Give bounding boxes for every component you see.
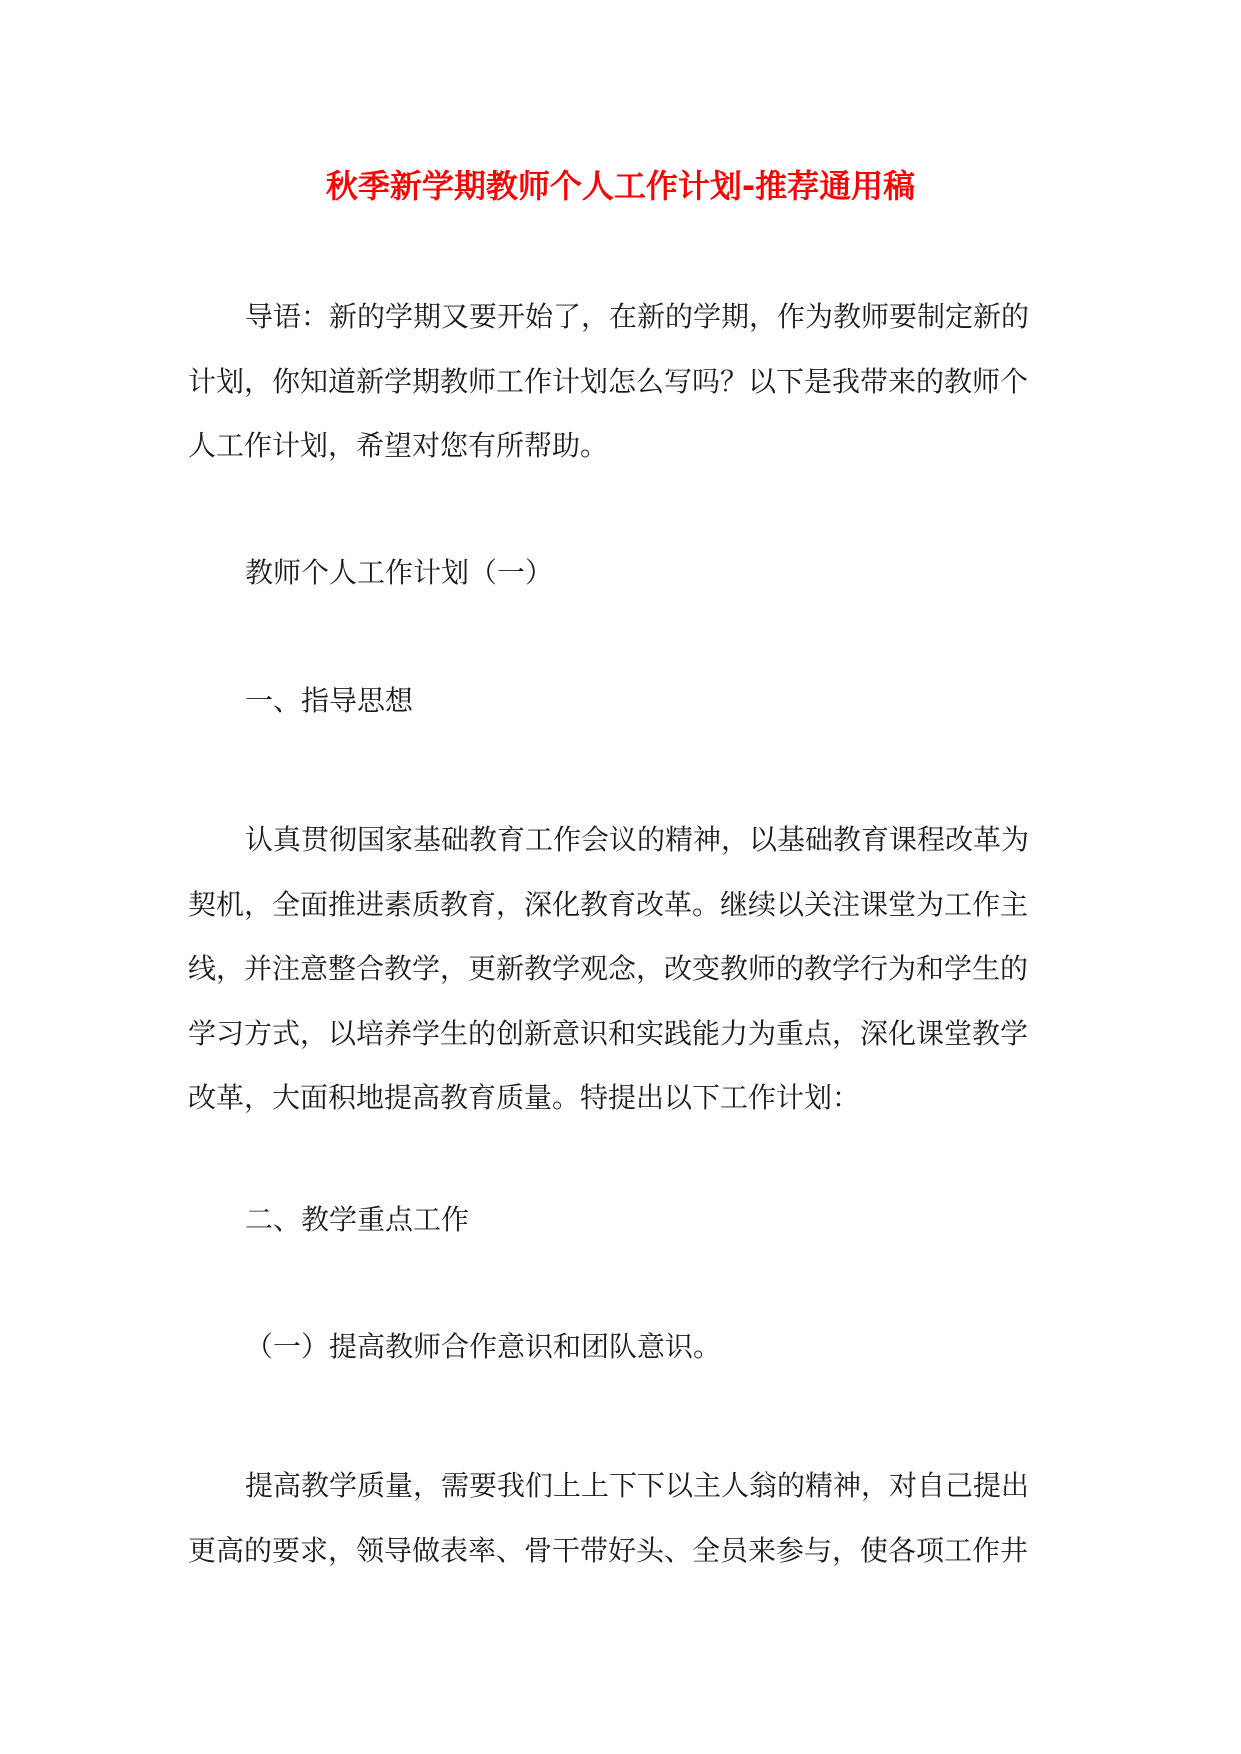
document-title: 秋季新学期教师个人工作计划-推荐通用稿 xyxy=(325,167,916,205)
guiding-line: 认真贯彻国家基础教育工作会议的精神，以基础教育课程改革为 xyxy=(245,823,1030,856)
intro-paragraph xyxy=(188,285,1060,479)
subheading-teamwork: （一）提高教师合作意识和团队意识。 xyxy=(245,1330,722,1363)
guiding-line: 线，并注意整合教学，更新教学观念，改变教师的教学行为和学生的 xyxy=(188,952,1029,985)
intro-line: 人工作计划，希望对您有所帮助。 xyxy=(188,429,609,462)
guiding-line: 学习方式，以培养学生的创新意识和实践能力为重点，深化课堂教学 xyxy=(188,1016,1029,1050)
guiding-paragraph xyxy=(188,808,1060,1131)
quality-line: 更高的要求，领导做表率、骨干带好头、全员来参与，使各项工作井 xyxy=(188,1533,1029,1567)
quality-paragraph xyxy=(188,1454,1060,1583)
guiding-line: 改革，大面积地提高教育质量。特提出以下工作计划： xyxy=(188,1081,861,1114)
heading-teaching-focus: 二、教学重点工作 xyxy=(245,1203,470,1236)
section-plan-one-heading: 教师个人工作计划（一） xyxy=(245,556,554,589)
intro-line: 计划，你知道新学期教师工作计划怎么写吗？以下是我带来的教师个 xyxy=(188,364,1029,398)
quality-line: 提高教学质量，需要我们上上下下以主人翁的精神，对自己提出 xyxy=(245,1469,1030,1502)
heading-guiding-ideology: 一、指导思想 xyxy=(245,684,414,717)
guiding-line: 契机，全面推进素质教育，深化教育改革。继续以关注课堂为工作主 xyxy=(188,887,1029,921)
intro-line: 导语：新的学期又要开始了，在新的学期，作为教师要制定新的 xyxy=(245,300,1030,333)
